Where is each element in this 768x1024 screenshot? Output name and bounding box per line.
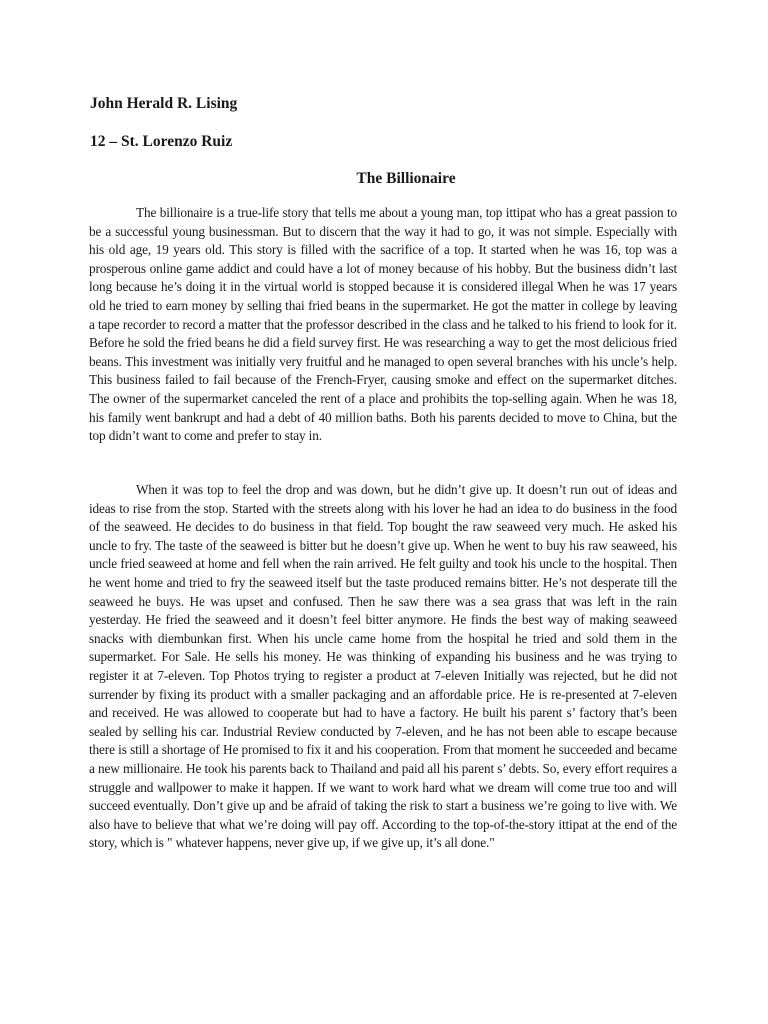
body-paragraph-2: When it was top to feel the drop and was down, but he didn’t give up. It doesn’t run out of ideas and ideas to rise from the stop. Started with the streets along with his lover he had an idea to do business in the food of the seaweed. He decides to do business in that field. Top bought the raw seaweed very much. He asked his uncle to fry. The taste of the seaweed is bitter but he doesn’t give up. When he went to buy his raw seaweed, his uncle fried seaweed at home and fell when the rain arrived. He felt guilty and took his uncle to the hospital. Then he went home and tried to fry the seaweed itself but the taste produced remains bitter. He’s not desperate till the seaweed he buys. He was upset and confused. Then he saw there was a sea grass that was left in the rain yesterday. He fried the seaweed and it doesn’t feel bitter anymore. He finds the best way of making seaweed snacks with diembunkan first. When his uncle came home from the hospital he tried and sold them in the supermarket. For Sale. He sells his money. He was thinking of expanding his business and he was trying to register it at 7-eleven. Top Photos trying to register a product at 7-eleven Initially was rejected, but he did not surrender by fixing its product with a smaller packaging and an affordable price. He is re-presented at 7-eleven and received. He was allowed to cooperate but had to have a factory. He built his parent s’ factory that’s been sealed by selling his car. Industrial Review conducted by 7-eleven, and he has not been able to escape because there is still a shortage of He promised to fix it and his cooperation. From that moment he succeeded and became a new millionaire. He took his parents back to Thailand and paid all his parent s’ debts. So, every effort requires a struggle and wallpower to make it happen. If we want to work hard what we dream will come true too and will succeed eventually. Don’t give up and be afraid of taking the risk to start a business we’re going to live with. We also have to believe that what we’re doing will pay off. According to the top-of-the-story ittipat at the end of the story, which is " whatever happens, never give up, if we give up, it’s all done." — [89, 482, 677, 851]
class-section: 12 – St. Lorenzo Ruiz — [90, 133, 233, 150]
body-paragraph-1: The billionaire is a true-life story that tells me about a young man, top ittipat who has a great passion to be a successful young businessman. But to discern that the way it had to go, it was not simple. Especially with his old age, 19 years old. This story is filled with the sacrifice of a top. It started when he was 16, top was a prosperous online game addict and could have a lot of money because of his hobby. But the business didn’t last long because he’s doing it in the virtual world is stopped because it is considered illegal When he was 17 years old he tried to earn money by selling thai fried beans in the supermarket. He got the matter in college by leaving a tape recorder to record a matter that the professor described in the class and he talked to his friend to look for it. Before he sold the fried beans he did a field survey first. He was researching a way to get the most delicious fried beans. This investment was initially very fruitful and he managed to open several branches with his uncle’s help. This business failed to fail because of the French-Fryer, causing smoke and effect on the supermarket ditches. The owner of the supermarket canceled the rent of a place and prohibits the top-selling again. When he was 18, his family went bankrupt and had a debt of 40 million baths. Both his parents decided to move to China, but the top didn’t want to come and prefer to stay in. — [89, 205, 677, 444]
author-name: John Herald R. Lising — [90, 95, 238, 112]
document-title: The Billionaire — [356, 170, 456, 187]
